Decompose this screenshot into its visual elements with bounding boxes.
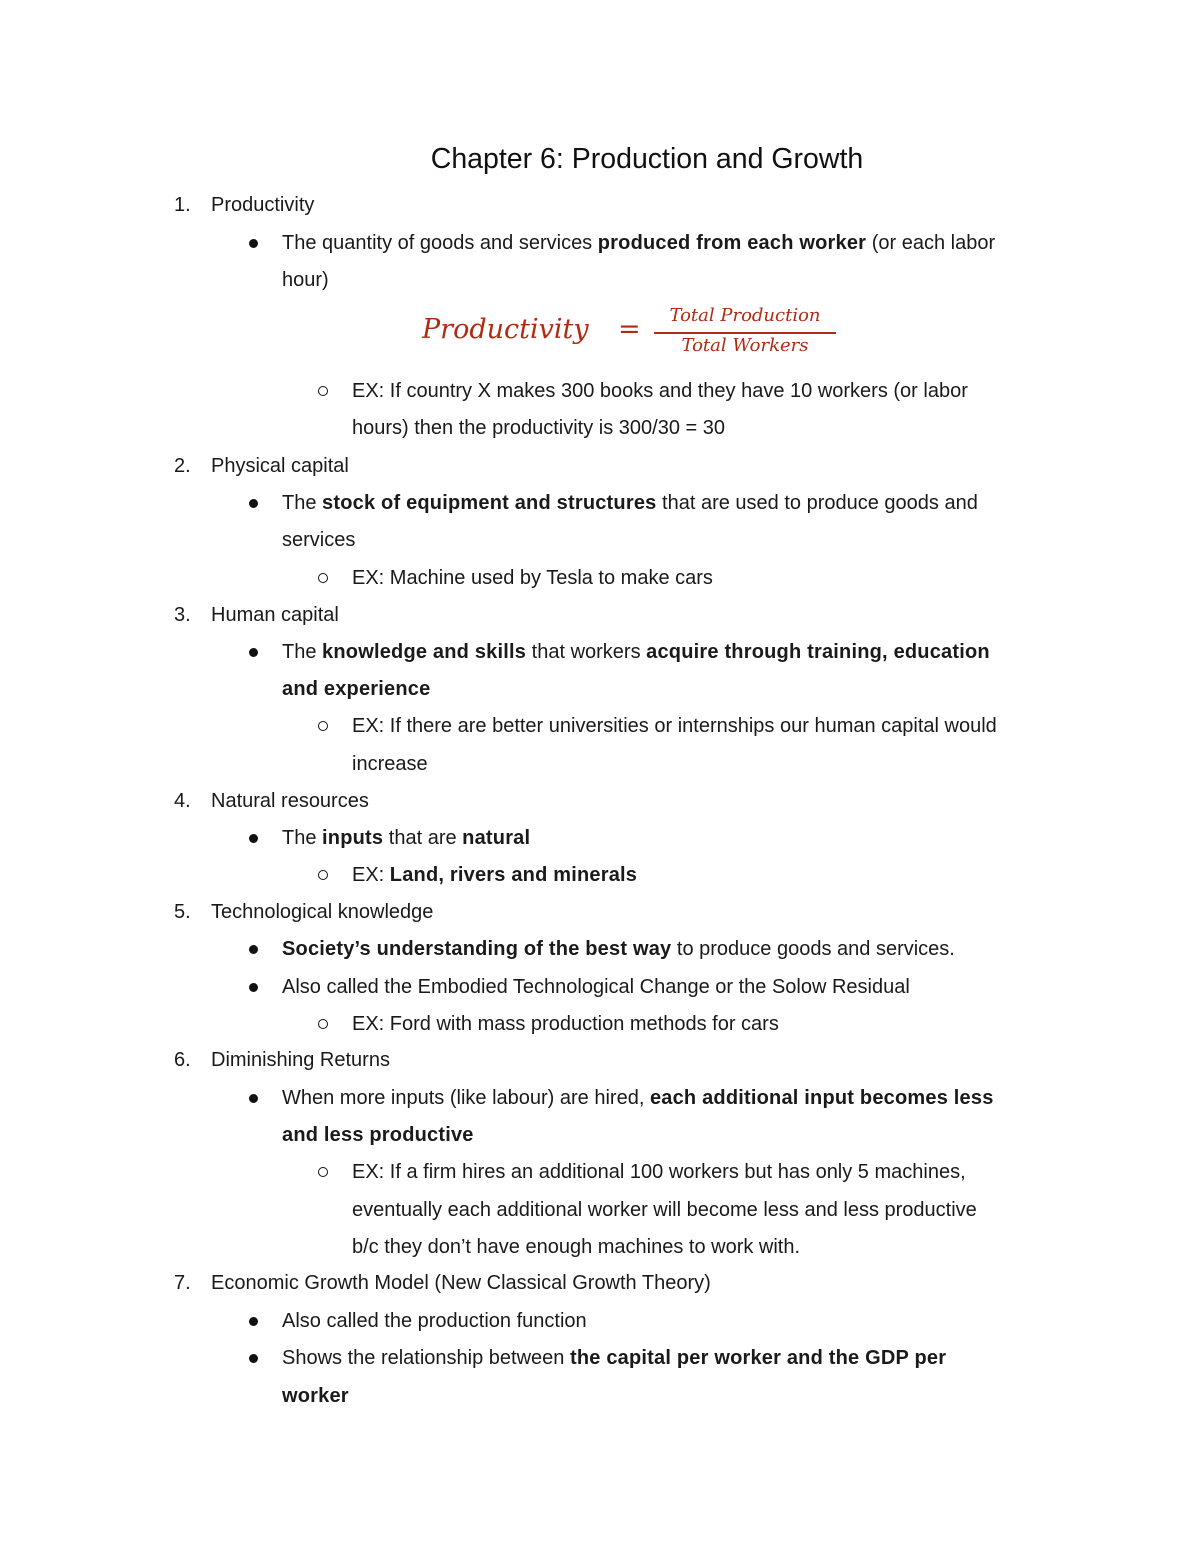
example-text-cont: eventually each additional worker will become less and less productive [352,1199,977,1221]
bullet-text: Also called the production function [282,1310,587,1332]
bullet-text-cont: services [282,529,356,551]
bullet-text: Shows the relationship between the capital per worker and the GDP per [282,1347,947,1369]
list-number: 7. [174,1272,191,1294]
formula-denominator: Total Workers [681,335,809,356]
list-number: 3. [174,604,191,626]
formula-lhs: Productivity [422,314,589,345]
example-text: EX: If country X makes 300 books and they have 10 workers (or labor [352,380,968,402]
example-text: EX: Ford with mass production methods for cars [352,1013,779,1035]
formula-equals: = [618,314,641,345]
list-number: 6. [174,1049,191,1071]
bullet-text: Society’s understanding of the best way to produce goods and services. [282,938,955,960]
bullet-text: The knowledge and skills that workers acquire through training, education [282,641,990,663]
sub-bullet-icon [318,1167,328,1177]
section-heading: Human capital [211,604,339,626]
list-number: 1. [174,194,191,216]
section-heading: Physical capital [211,455,349,477]
example-text: EX: If there are better universities or internships our human capital would [352,715,997,737]
section-heading: Natural resources [211,790,369,812]
formula-numerator: Total Production [669,305,821,326]
example-text-cont: hours) then the productivity is 300/30 = 30 [352,417,726,439]
example-text-cont: b/c they don’t have enough machines to work with. [352,1236,801,1258]
bullet-icon [249,983,258,992]
bullet-text-cont: hour) [282,269,329,291]
bullet-icon [249,648,258,657]
bullet-text-cont: and experience [282,678,431,700]
fraction-bar [654,332,836,334]
sub-bullet-icon [318,1019,328,1029]
page-title: Chapter 6: Production and Growth [430,143,864,175]
section-heading: Economic Growth Model (New Classical Growth Theory) [211,1272,711,1294]
example-text-cont: increase [352,753,428,775]
list-number: 2. [174,455,191,477]
sub-bullet-icon [318,573,328,583]
bullet-icon [249,1354,258,1363]
example-text: EX: Land, rivers and minerals [352,864,638,886]
sub-bullet-icon [318,721,328,731]
bullet-text-cont: worker [282,1385,349,1407]
bullet-icon [249,945,258,954]
bullet-icon [249,834,258,843]
bullet-icon [249,499,258,508]
bullet-icon [249,1317,258,1326]
sub-bullet-icon [318,386,328,396]
section-heading: Productivity [211,194,315,216]
bullet-text-cont: and less productive [282,1124,474,1146]
list-number: 5. [174,901,191,923]
bullet-text: Also called the Embodied Technological Change or the Solow Residual [282,976,910,998]
bullet-icon [249,1094,258,1103]
list-number: 4. [174,790,191,812]
example-text: EX: If a firm hires an additional 100 workers but has only 5 machines, [352,1161,966,1183]
sub-bullet-icon [318,870,328,880]
section-heading: Diminishing Returns [211,1049,390,1071]
bullet-text: The stock of equipment and structures that are used to produce goods and [282,492,978,514]
bullet-text: When more inputs (like labour) are hired, each additional input becomes less [282,1087,994,1109]
example-text: EX: Machine used by Tesla to make cars [352,567,713,589]
bullet-text: The quantity of goods and services produced from each worker (or each labor [282,232,996,254]
bullet-text: The inputs that are natural [282,827,531,849]
section-heading: Technological knowledge [211,901,434,923]
bullet-icon [249,239,258,248]
